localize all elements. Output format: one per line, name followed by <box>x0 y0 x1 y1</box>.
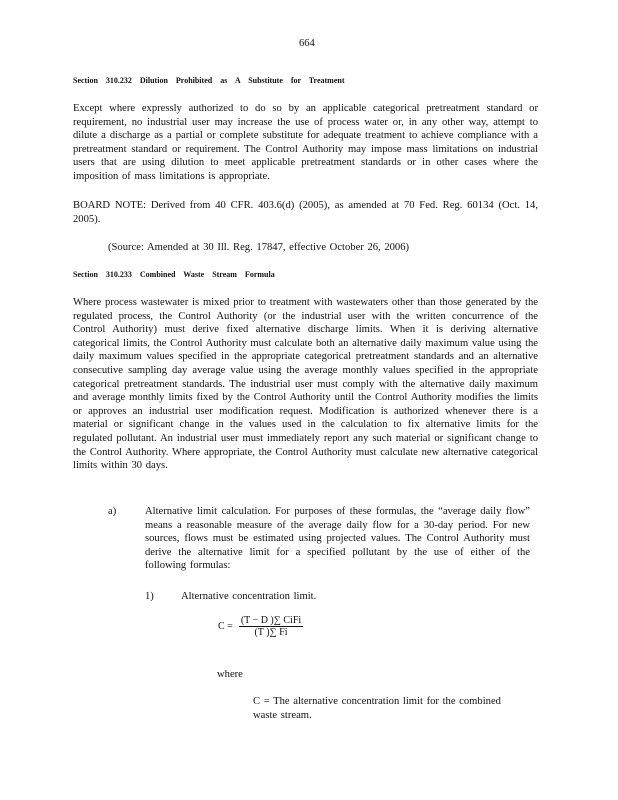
sub-1-text: Alternative concentration limit. <box>181 591 317 602</box>
source-note: (Source: Amended at 30 Ill. Reg. 17847, effective October 26, 2006) <box>108 242 410 253</box>
section-310-233-heading: Section 310.233 Combined Waste Stream Formula <box>73 270 275 279</box>
alternative-concentration-formula <box>218 615 303 638</box>
board-note: BOARD NOTE: Derived from 40 CFR. 403.6(d) (2005), as amended at 70 Fed. Reg. 60134 (Oct. 14, 2005). <box>73 200 538 225</box>
formula-denominator: (T )∑ Fi <box>239 626 303 638</box>
sub-a-text: Alternative limit calculation. For purposes of these formulas, the “average daily flow” means a reasonable measure of the average daily flow for a 30-day period. For new sources, flows must be estimated using projected values. The Control Authority must derive the alternative limit for a specified pollutant by the use of either of the following formulas: <box>145 506 530 572</box>
page-number: 664 <box>299 38 315 49</box>
sub-1-marker: 1) <box>145 591 154 602</box>
section-310-232-body: Except where expressly authorized to do so by an applicable categorical pretreatment standard or requirement, no industrial user may increase the use of process water or, in any other way, attempt to dilute a discharge as a partial or complete substitute for adequate treatment to achieve compliance with a pretreatment standard or requirement. The Control Authority may impose mass limitations on industrial users that are using dilution to meet applicable pretreatment standards or in other cases where the imposition of mass limitations is appropriate. <box>73 103 538 182</box>
definition-c: C = The alternative concentration limit for the combined waste stream. <box>253 696 501 721</box>
formula-numerator: (T − D )∑ CiFi <box>240 615 302 626</box>
where-label: where <box>217 669 243 680</box>
sub-a-marker: a) <box>108 506 117 517</box>
formula-lhs: C = <box>218 621 233 632</box>
section-310-233-body: Where process wastewater is mixed prior to treatment with wastewaters other than those generated by the regulated process, the Control Authority (or the industrial user with the written concurrence of the Control Authority) must derive fixed alternative discharge limits. When it is deriving alternative categorical limits, the Control Authority must calculate both an alternative daily maximum value using the daily maximum values specified in the appropriate categorical pretreatment standards and an alternative consecutive sampling day average value using the average monthly values specified in the appropriate categorical pretreatment standards. The industrial user must comply with the alternative daily maximum and average monthly limits fixed by the Control Authority until the Control Authority modifies the limits or approves an industrial user modification request. Modification is authorized whenever there is a material or significant change in the values used in the calculation to fix alternative limits for the regulated pollutant. An industrial user must immediately report any such material or significant change to the Control Authority. Where appropriate, the Control Authority must calculate new alternative categorical limits within 30 days. <box>73 297 539 472</box>
section-310-232-heading: Section 310.232 Dilution Prohibited as A Substitute for Treatment <box>73 76 345 85</box>
